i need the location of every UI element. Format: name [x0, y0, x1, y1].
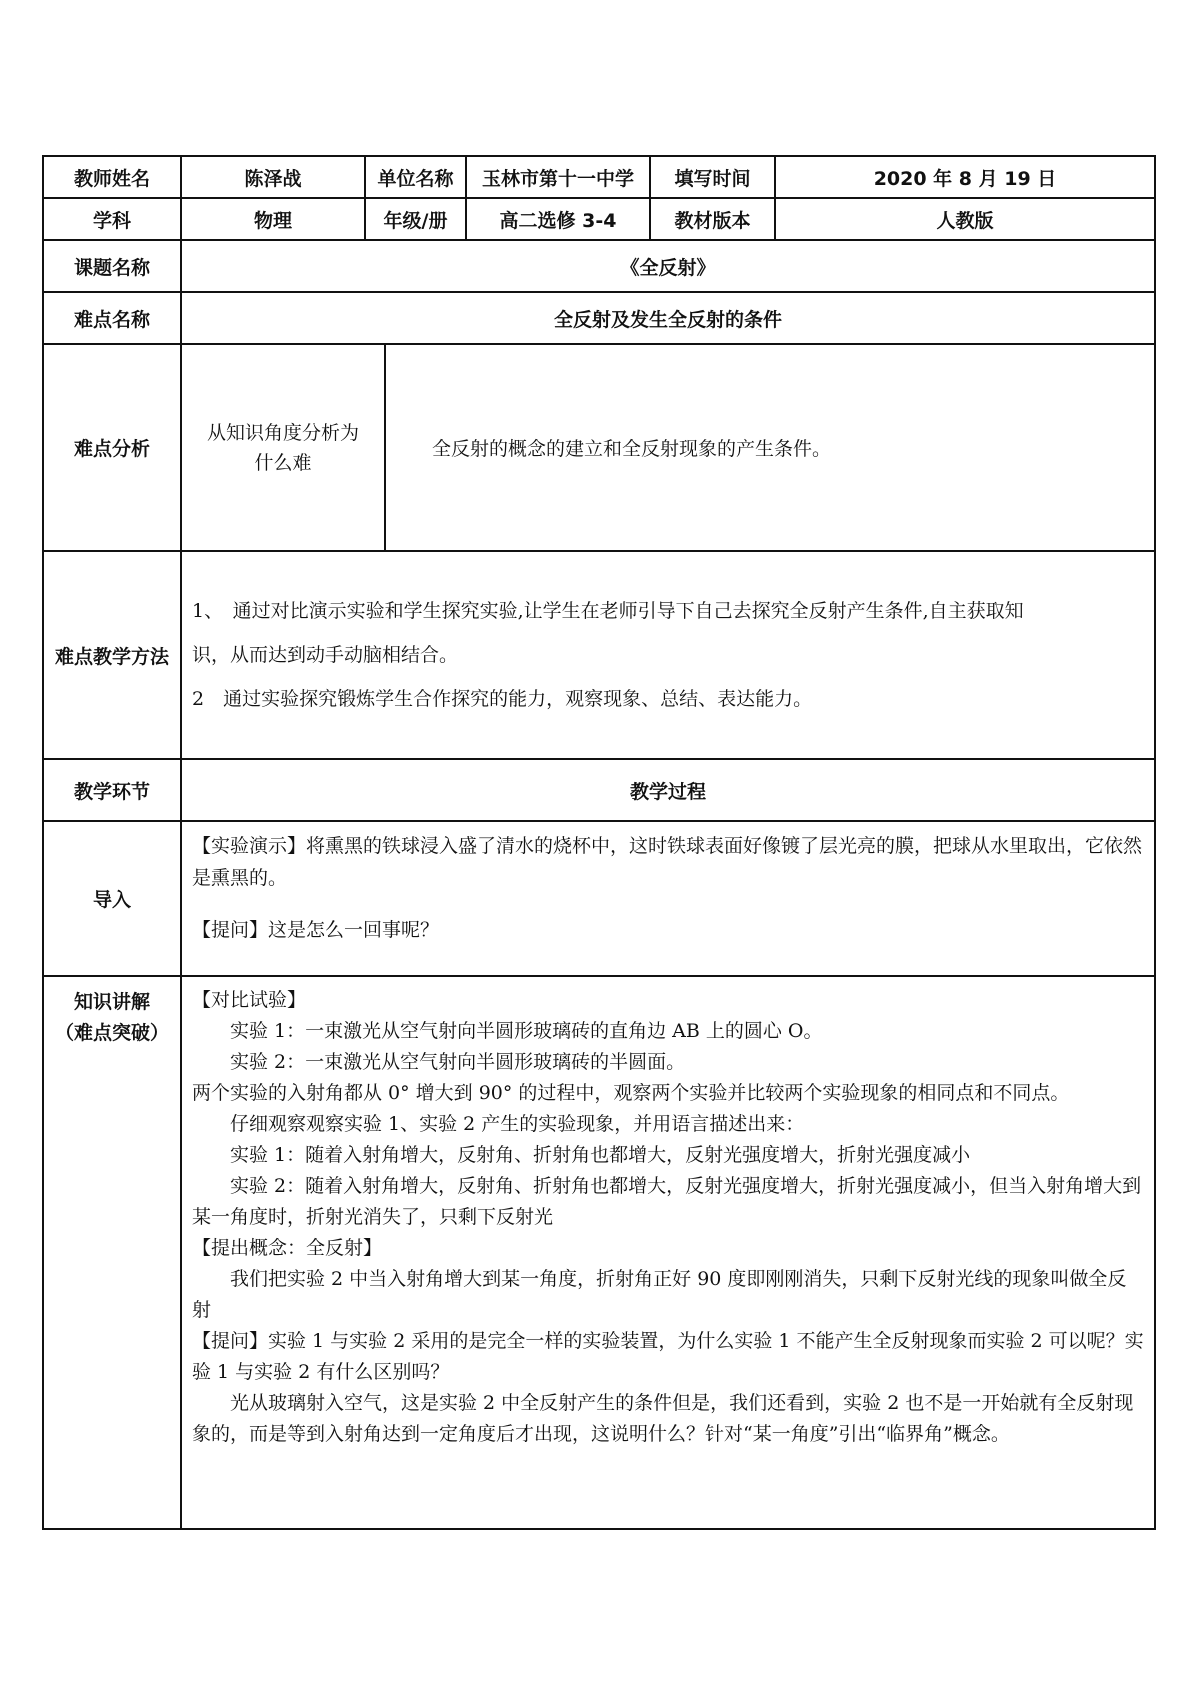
- header-row-1: [43, 156, 1155, 198]
- knowledge-label-line-1: 知识讲解: [73, 991, 150, 1013]
- edition-label: 教材版本: [650, 198, 775, 240]
- unit-label: 单位名称: [365, 156, 466, 198]
- analysis-row: [43, 344, 1155, 551]
- analysis-content: [181, 344, 1155, 551]
- knowledge-label-line-2: （难点突破）: [54, 1022, 169, 1044]
- analysis-value: 全反射的概念的建立和全反射现象的产生条件。: [432, 438, 832, 460]
- topic-value: 《全反射》: [181, 240, 1155, 292]
- knowledge-p4: 两个实验的入射角都从 0° 增大到 90° 的过程中，观察两个实验并比较两个实验现象的相同点和不同点。: [192, 1082, 1070, 1104]
- intro-label: 导入: [43, 821, 181, 976]
- analysis-label: 难点分析: [43, 344, 181, 551]
- difficulty-row: [43, 292, 1155, 344]
- knowledge-p1: 【对比试验】: [192, 989, 307, 1011]
- process-header-row: [43, 759, 1155, 821]
- knowledge-p6: 实验 1：随着入射角增大，反射角、折射角也都增大，反射光强度增大，折射光强度减小: [230, 1144, 971, 1166]
- lesson-plan-sheet: [42, 155, 1154, 1530]
- difficulty-label: 难点名称: [43, 292, 181, 344]
- teacher-label: 教师姓名: [43, 156, 181, 198]
- difficulty-value: 全反射及发生全反射的条件: [181, 292, 1155, 344]
- topic-row: [43, 240, 1155, 292]
- knowledge-label: [43, 976, 181, 1529]
- intro-demo-text: 【实验演示】将熏黑的铁球浸入盛了清水的烧杯中，这时铁球表面好像镀了层光亮的膜，把球从水里取出，它依然是熏黑的。: [192, 835, 1143, 889]
- process-header-value: 教学过程: [181, 759, 1155, 821]
- knowledge-p7: 实验 2：随着入射角增大，反射角、折射角也都增大，反射光强度增大，折射光强度减小，但当入射角增大到某一角度时，折射光消失了，只剩下反射光: [192, 1175, 1142, 1228]
- knowledge-p5: 仔细观察观察实验 1、实验 2 产生的实验现象，并用语言描述出来：: [230, 1113, 805, 1135]
- method-row: [43, 551, 1155, 759]
- header-row-2: [43, 198, 1155, 240]
- edition-value: 人教版: [775, 198, 1155, 240]
- subject-value: 物理: [181, 198, 365, 240]
- intro-row: [43, 821, 1155, 976]
- method-item-2: 2 通过实验探究锻炼学生合作探究的能力，观察现象、总结、表达能力。: [192, 688, 813, 710]
- intro-question-text: 【提问】这是怎么一回事呢？: [192, 919, 440, 941]
- knowledge-p11: 光从玻璃射入空气，这是实验 2 中全反射产生的条件但是，我们还看到，实验 2 也不是一开始就有全反射现象的，而是等到入射角达到一定角度后才出现，这说明什么？针对“某一角度”引出“临界角”概念。: [192, 1392, 1134, 1445]
- analysis-sub-label: 从知识角度分析为什么难: [182, 345, 385, 550]
- grade-label: 年级/册: [365, 198, 466, 240]
- method-label: 难点教学方法: [43, 551, 181, 759]
- grade-value: 高二选修 3-4: [466, 198, 650, 240]
- process-header-label: 教学环节: [43, 759, 181, 821]
- time-label: 填写时间: [650, 156, 775, 198]
- knowledge-p8: 【提出概念：全反射】: [192, 1237, 383, 1259]
- subject-label: 学科: [43, 198, 181, 240]
- topic-label: 课题名称: [43, 240, 181, 292]
- teacher-value: 陈泽战: [181, 156, 365, 198]
- knowledge-p2: 实验 1：一束激光从空气射向半圆形玻璃砖的直角边 AB 上的圆心 O。: [230, 1020, 823, 1042]
- knowledge-content: [181, 976, 1155, 1529]
- unit-value: 玉林市第十一中学: [466, 156, 650, 198]
- method-content: [181, 551, 1155, 759]
- knowledge-row: [43, 976, 1155, 1529]
- intro-content: [181, 821, 1155, 976]
- knowledge-p9: 我们把实验 2 中当入射角增大到某一角度，折射角正好 90 度即刚刚消失，只剩下反射光线的现象叫做全反射: [192, 1268, 1127, 1321]
- lesson-plan-table: [42, 155, 1156, 1530]
- analysis-inner-table: [182, 345, 1154, 550]
- time-value: 2020 年 8 月 19 日: [775, 156, 1155, 198]
- method-item-1-line-2: 识，从而达到动手动脑相结合。: [192, 644, 459, 666]
- method-item-1-line-1: 1、 通过对比演示实验和学生探究实验,让学生在老师引导下自己去探究全反射产生条件,自主获取知: [192, 600, 1024, 622]
- knowledge-p10: 【提问】实验 1 与实验 2 采用的是完全一样的实验装置，为什么实验 1 不能产生全反射现象而实验 2 可以呢？实验 1 与实验 2 有什么区别吗？: [192, 1330, 1144, 1383]
- knowledge-p3: 实验 2：一束激光从空气射向半圆形玻璃砖的半圆面。: [230, 1051, 686, 1073]
